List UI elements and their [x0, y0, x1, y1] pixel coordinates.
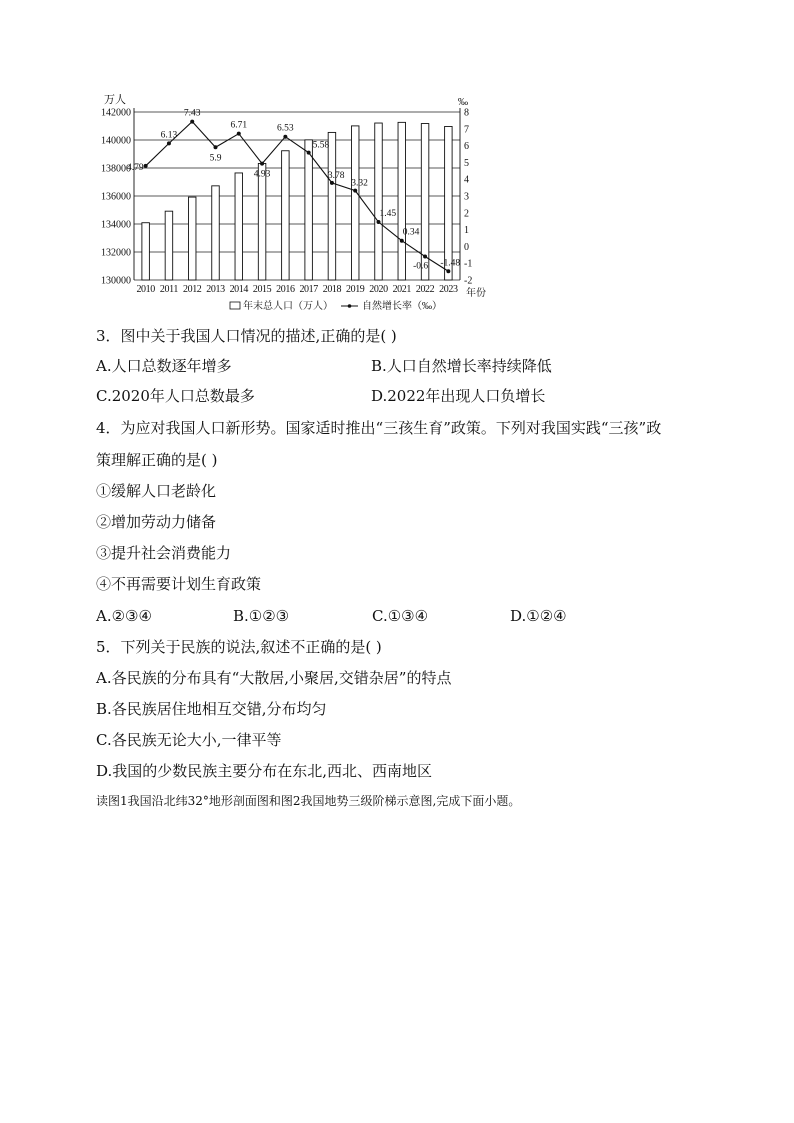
x-tick-label: 2016	[276, 284, 295, 295]
growth-rate-point-2015	[260, 162, 264, 166]
right-tick-label: 2	[464, 208, 469, 220]
right-tick-label: 0	[464, 241, 469, 253]
growth-rate-label-2017: 5.58	[312, 140, 330, 151]
left-tick-label: 136000	[101, 191, 131, 203]
x-tick-label: 2019	[346, 284, 365, 295]
bar-2016	[282, 151, 290, 280]
left-axis-unit: 万人	[104, 94, 126, 106]
q5-option-c[interactable]: C.各民族无论大小,一律平等	[96, 731, 282, 749]
growth-rate-point-2010	[144, 164, 148, 168]
bar-2011	[165, 211, 173, 280]
growth-rate-label-2015: 4.93	[253, 169, 271, 180]
growth-rate-label-2014: 6.71	[230, 120, 248, 131]
figure-instruction: 读图1我国沿北纬32°地形剖面图和图2我国地势三级阶梯示意图,完成下面小题。	[96, 794, 521, 808]
x-tick-label: 2021	[392, 284, 411, 295]
growth-rate-point-2021	[400, 239, 404, 243]
legend-bar-swatch	[230, 302, 240, 309]
right-tick-label: 4	[464, 174, 469, 186]
q3-option-c[interactable]: C.2020年人口总数最多	[96, 387, 255, 405]
growth-rate-label-2022: -0.6	[413, 261, 429, 272]
growth-rate-point-2020	[377, 220, 381, 224]
q5-stem: 5．下列关于民族的说法,叙述不正确的是( )	[96, 638, 382, 656]
q4-stem-line2: 策理解正确的是( )	[96, 451, 218, 469]
bar-2020	[375, 123, 383, 280]
right-tick-label: -2	[464, 275, 473, 287]
growth-rate-point-2019	[353, 189, 357, 193]
growth-rate-point-2013	[214, 145, 218, 149]
growth-rate-label-2023: -1.48	[440, 258, 461, 269]
growth-rate-label-2016: 6.53	[277, 123, 294, 134]
q3-option-a[interactable]: A.人口总数逐年增多	[96, 357, 232, 375]
x-tick-label: 2023	[439, 284, 458, 295]
q4-option-d[interactable]: D.①②④	[510, 607, 567, 625]
bar-2023	[445, 126, 453, 280]
right-tick-label: -1	[464, 258, 473, 270]
bar-2013	[212, 186, 220, 280]
growth-rate-label-2021: 0.34	[402, 227, 420, 238]
q4-option-b[interactable]: B.①②③	[233, 607, 290, 625]
growth-rate-point-2014	[237, 132, 241, 136]
growth-rate-point-2023	[446, 269, 450, 273]
x-tick-label: 2015	[252, 284, 272, 295]
legend-line-marker	[348, 304, 352, 308]
left-tick-label: 130000	[101, 275, 131, 287]
right-tick-label: 5	[464, 157, 469, 169]
right-tick-label: 8	[464, 107, 469, 119]
q4-item-2: ②增加劳动力储备	[96, 513, 217, 531]
right-tick-label: 1	[464, 225, 469, 237]
bar-2010	[142, 223, 150, 280]
x-tick-label: 2020	[369, 284, 388, 295]
x-tick-label: 2012	[183, 284, 202, 295]
left-tick-label: 132000	[101, 247, 131, 259]
growth-rate-point-2018	[330, 181, 334, 185]
q5-option-b[interactable]: B.各民族居住地相互交错,分布均匀	[96, 700, 327, 718]
bar-2014	[235, 173, 243, 280]
bar-2017	[305, 140, 313, 280]
growth-rate-label-2019: 3.32	[351, 178, 368, 189]
right-tick-label: 7	[464, 124, 469, 136]
x-tick-label: 2018	[322, 284, 342, 295]
q5-option-d[interactable]: D.我国的少数民族主要分布在东北,西北、西南地区	[96, 762, 433, 780]
q5-option-a[interactable]: A.各民族的分布具有“大散居,小聚居,交错杂居”的特点	[96, 669, 452, 687]
q4-option-a[interactable]: A.②③④	[96, 607, 152, 625]
right-axis-unit: ‰	[458, 97, 468, 108]
legend	[230, 299, 442, 312]
growth-rate-label-2020: 1.45	[379, 209, 397, 220]
q4-item-1: ①缓解人口老龄化	[96, 482, 217, 500]
left-tick-label: 140000	[101, 135, 131, 147]
population-chart	[96, 88, 496, 320]
growth-rate-label-2012: 7.43	[183, 108, 201, 119]
left-tick-label: 134000	[101, 219, 131, 231]
right-tick-label: 6	[464, 141, 469, 153]
q3-stem: 3．图中关于我国人口情况的描述,正确的是( )	[96, 327, 397, 345]
q3-option-d[interactable]: D.2022年出现人口负增长	[371, 387, 546, 405]
x-axis-suffix-label: 年份	[466, 288, 486, 299]
growth-rate-point-2011	[167, 141, 171, 145]
legend-line-label: 自然增长率（‰）	[362, 301, 442, 312]
growth-rate-point-2016	[283, 135, 287, 139]
x-tick-label: 2011	[159, 284, 178, 295]
growth-rate-label-2010: 4.79	[127, 162, 144, 173]
x-tick-label: 2017	[299, 284, 318, 295]
growth-rate-point-2017	[307, 151, 311, 155]
legend-bar-label: 年末总人口（万人）	[243, 301, 333, 312]
growth-rate-point-2022	[423, 254, 427, 258]
growth-rate-label-2018: 3.78	[327, 170, 345, 181]
right-tick-label: 3	[464, 191, 469, 203]
q4-option-c[interactable]: C.①③④	[372, 607, 429, 625]
x-tick-label: 2014	[229, 284, 248, 295]
left-tick-label: 138000	[101, 163, 131, 175]
q4-stem-line1: 4．为应对我国人口新形势。国家适时推出“三孩生育”政策。下列对我国实践“三孩”政	[96, 419, 662, 437]
x-tick-label: 2013	[206, 284, 225, 295]
growth-rate-point-2012	[190, 120, 194, 124]
q3-option-b[interactable]: B.人口自然增长率持续降低	[371, 357, 552, 375]
growth-rate-label-2011: 6.13	[160, 130, 178, 141]
growth-rate-label-2013: 5.9	[209, 153, 222, 164]
x-tick-label: 2010	[136, 284, 155, 295]
q4-item-3: ③提升社会消费能力	[96, 544, 232, 562]
q4-item-4: ④不再需要计划生育政策	[96, 575, 262, 593]
bar-2019	[351, 126, 359, 280]
bar-2018	[328, 132, 336, 280]
bar-2021	[398, 122, 406, 280]
x-tick-label: 2022	[415, 284, 435, 295]
bar-2015	[258, 163, 266, 280]
left-tick-label: 142000	[101, 107, 131, 119]
bar-2012	[188, 197, 196, 280]
